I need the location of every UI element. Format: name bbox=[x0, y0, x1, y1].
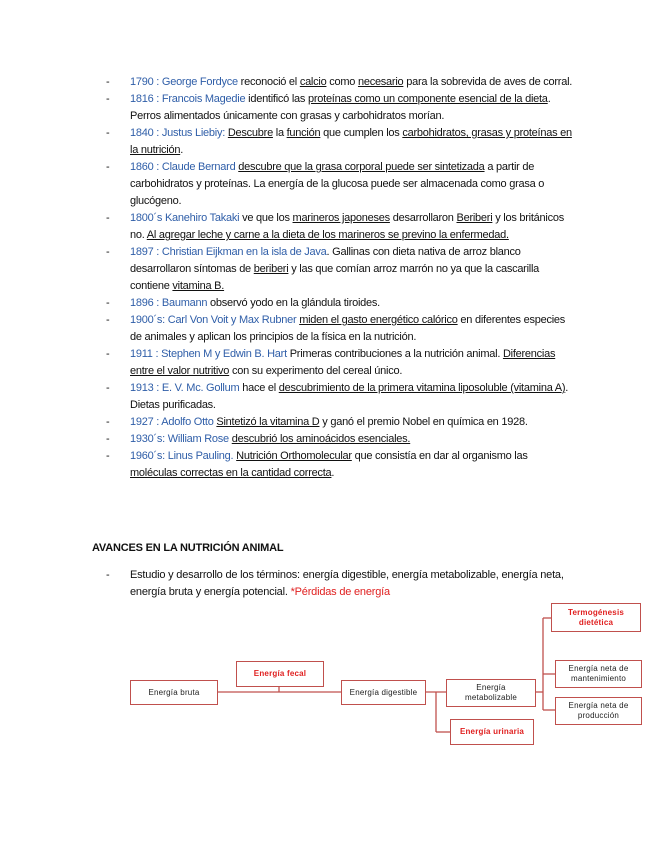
event-text: y los británicos no. bbox=[130, 212, 564, 241]
event-date-author: 1930´s: William Rose bbox=[130, 433, 229, 445]
event-text: . bbox=[180, 144, 184, 156]
event-text: Al agregar leche y carne a la dieta de los marineros se previno la enfermedad. bbox=[146, 229, 509, 241]
event-text: Beriberi bbox=[456, 212, 493, 224]
event-text: Primeras contribuciones a la nutrición animal. bbox=[286, 348, 503, 360]
production-energy-box: Energía neta de producción bbox=[555, 697, 642, 725]
event-text: observó yodo en la glándula tiroides. bbox=[207, 297, 380, 309]
bullet-dash: - bbox=[106, 93, 110, 105]
event-text: calcio bbox=[299, 76, 327, 88]
event-date-author: 1911 : Stephen M y Edwin B. Hart bbox=[130, 348, 287, 360]
event-text: . Gallinas con dieta nativa de arroz blanco desarrollaron síntomas de bbox=[130, 246, 521, 275]
event-text: descubrimiento de la primera vitamina liposoluble (vitamina A) bbox=[278, 382, 566, 394]
thermogenesis-box: Termogénesis dietética bbox=[551, 603, 641, 632]
bullet-dash: - bbox=[106, 246, 110, 258]
fecal-energy-box: Energía fecal bbox=[236, 661, 324, 687]
event-text: carbohidratos, grasas y proteínas en la nutrición bbox=[130, 127, 572, 156]
event-text: y las que comían arroz marrón no ya que la cascarilla contiene bbox=[130, 263, 540, 292]
maintenance-energy-box: Energía neta de mantenimiento bbox=[555, 660, 642, 688]
event-date-author: 1960´s: Linus Pauling. bbox=[130, 450, 234, 462]
intro-text: Estudio y desarrollo de los términos: energía digestible, energía metabolizable, energía neta, energía bruta y energía potencial. bbox=[130, 569, 564, 598]
event-text: como bbox=[326, 76, 358, 88]
bullet-dash: - bbox=[106, 212, 110, 224]
event-text: identificó las bbox=[245, 93, 308, 105]
event-text: Descubre bbox=[227, 127, 273, 139]
event-text: . Dietas purificadas. bbox=[130, 382, 569, 411]
event-text: desarrollaron bbox=[389, 212, 457, 224]
metabolizable-energy-box: Energía metabolizable bbox=[446, 679, 536, 707]
bullet-dash: - bbox=[106, 382, 110, 394]
event-date-author: 1860 : Claude Bernard bbox=[130, 161, 236, 173]
gross-energy-box: Energía bruta bbox=[130, 680, 218, 705]
event-text: beriberi bbox=[253, 263, 289, 275]
bullet-dash: - bbox=[106, 314, 110, 326]
event-text: . Perros alimentados únicamente con grasas y carbohidratos morían. bbox=[130, 93, 551, 122]
event-text: reconoció el bbox=[237, 76, 300, 88]
event-date-author: 1927 : Adolfo Otto bbox=[130, 416, 214, 428]
bullet-dash: - bbox=[106, 297, 110, 309]
event-text: ve que los bbox=[239, 212, 293, 224]
event-date-author: 1840 : Justus Liebiy: bbox=[130, 127, 226, 139]
event-date-author: 1800´s Kanehiro Takaki bbox=[130, 212, 240, 224]
event-date-author: 1913 : E. V. Mc. Gollum bbox=[130, 382, 240, 394]
event-text: descubre que la grasa corporal puede ser sintetizada bbox=[238, 161, 485, 173]
event-text: moléculas correctas en la cantidad correcta bbox=[130, 467, 332, 479]
event-text: para la sobrevida de aves de corral. bbox=[403, 76, 573, 88]
event-text: que cumplen los bbox=[320, 127, 403, 139]
event-date-author: 1896 : Baumann bbox=[130, 297, 208, 309]
event-date-author: 1900´s: Carl Von Voit y Max Rubner bbox=[130, 314, 297, 326]
event-date-author: 1816 : Francois Magedie bbox=[130, 93, 246, 105]
event-text: vitamina B. bbox=[172, 280, 225, 292]
bullet-dash: - bbox=[106, 127, 110, 139]
event-text: miden el gasto energético calórico bbox=[299, 314, 458, 326]
event-text: descubrió los aminoácidos esenciales. bbox=[231, 433, 411, 445]
event-text: la bbox=[272, 127, 287, 139]
event-text: en diferentes especies de animales y aplican los principios de la física en la nutrición. bbox=[130, 314, 566, 343]
bullet-dash: - bbox=[106, 161, 110, 173]
event-text: que consistía en dar al organismo las bbox=[351, 450, 528, 462]
event-text: Sintetizó la vitamina D bbox=[216, 416, 320, 428]
bullet-dash: - bbox=[106, 450, 110, 462]
bullet-dash: - bbox=[106, 76, 110, 88]
event-text: Diferencias entre el valor nutritivo bbox=[130, 348, 556, 377]
event-text: con su experimento del cereal único. bbox=[229, 365, 403, 377]
bullet-dash: - bbox=[106, 416, 110, 428]
event-text: hace el bbox=[239, 382, 279, 394]
event-text: marineros japoneses bbox=[292, 212, 390, 224]
event-date-author: 1790 : George Fordyce bbox=[130, 76, 238, 88]
urinary-energy-box: Energía urinaria bbox=[450, 719, 534, 745]
bullet-dash: - bbox=[106, 348, 110, 360]
digestible-energy-box: Energía digestible bbox=[341, 680, 426, 705]
event-text: . bbox=[331, 467, 335, 479]
bullet-dash: - bbox=[106, 569, 110, 581]
event-text: proteínas como un componente esencial de la dieta bbox=[307, 93, 548, 105]
event-text: Nutrición Orthomolecular bbox=[236, 450, 352, 462]
event-text: y ganó el premio Nobel en química en 1928. bbox=[319, 416, 528, 428]
energy-loss-note: *Pérdidas de energía bbox=[290, 586, 390, 598]
event-text: función bbox=[286, 127, 321, 139]
event-date-author: 1897 : Christian Eijkman en la isla de Java bbox=[130, 246, 327, 258]
event-text: a partir de carbohidratos y proteínas. La energía de la glucosa puede ser almacenada como grasa o glucógeno. bbox=[130, 161, 545, 207]
event-text: necesario bbox=[357, 76, 404, 88]
bullet-dash: - bbox=[106, 433, 110, 445]
section-heading: AVANCES EN LA NUTRICIÓN ANIMAL bbox=[92, 542, 284, 554]
